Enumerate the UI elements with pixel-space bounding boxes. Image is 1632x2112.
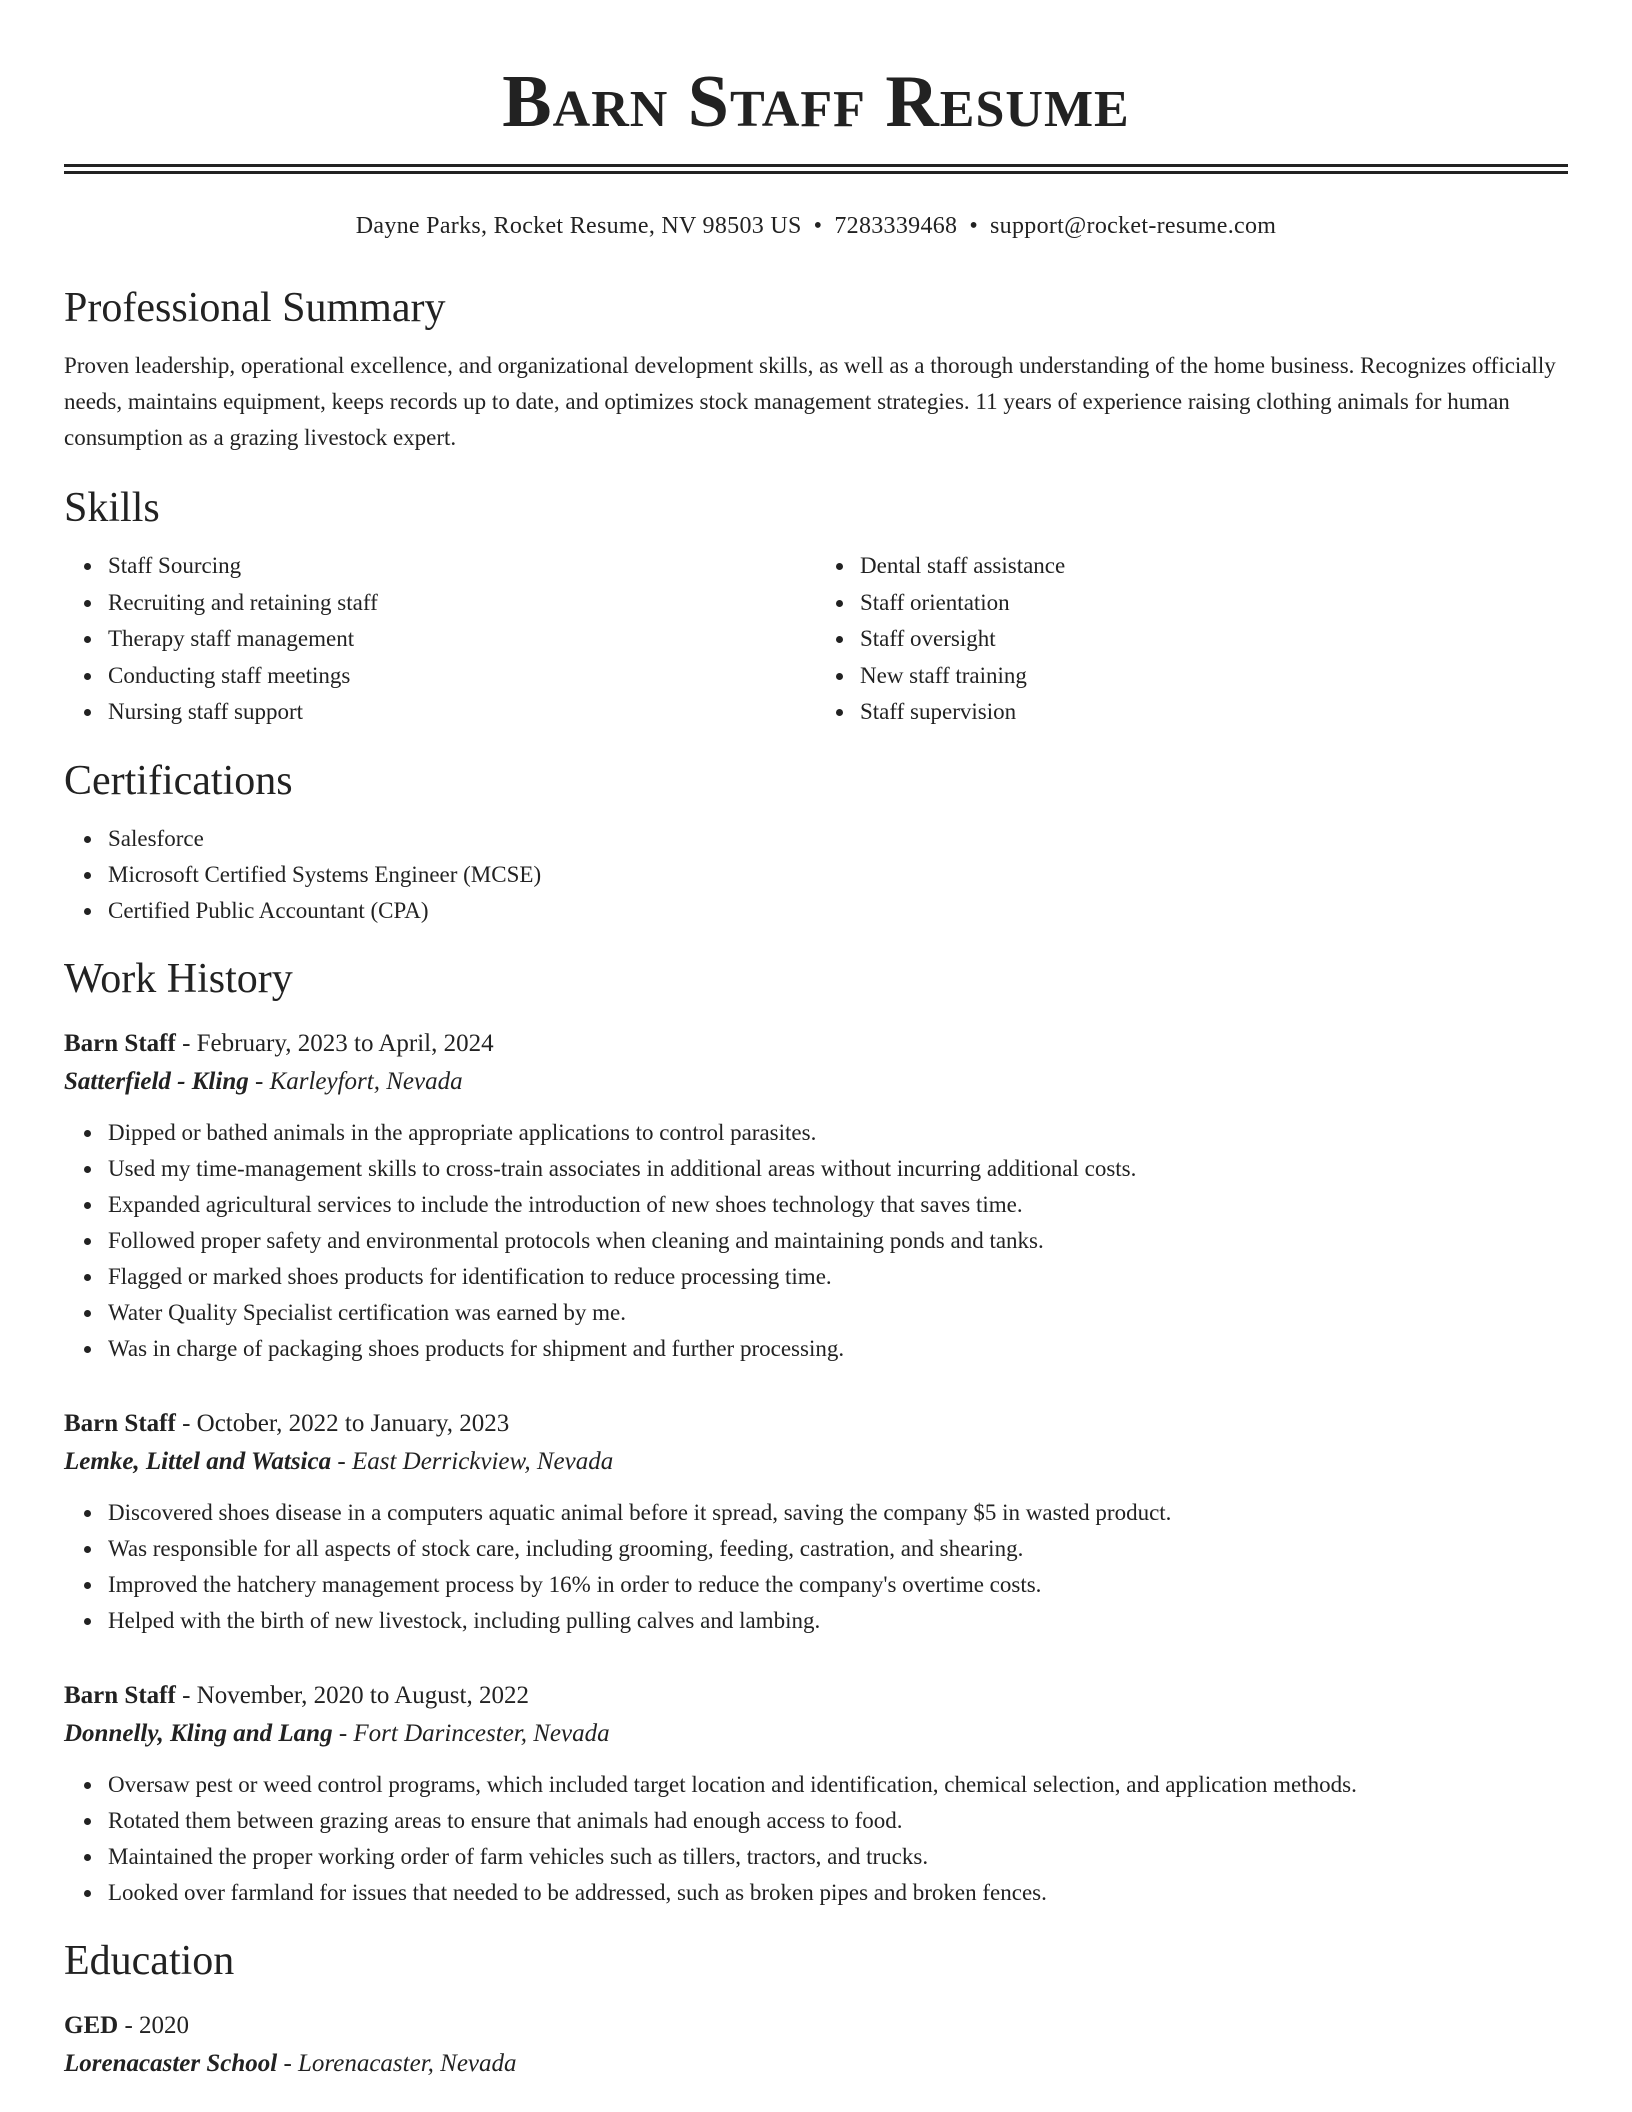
certification-item: Salesforce: [108, 821, 1568, 857]
skill-item: Nursing staff support: [108, 694, 816, 731]
contact-line: [64, 210, 1568, 242]
job-bullet: Maintained the proper working order of farm vehicles such as tillers, tractors, and trucks.: [108, 1839, 1568, 1875]
summary-text: Proven leadership, operational excellence, and organizational development skills, as well as a thorough understanding of the home business. Recognizes officially needs, maintains equipment, keeps records up to date, and optimizes stock management strategies. 11 years of experience raising clothing animals for human consumption as a grazing livestock expert.: [64, 353, 1556, 450]
job-dates: February, 2023 to April, 2024: [196, 1029, 494, 1057]
job-bullet: Followed proper safety and environmental protocols when cleaning and maintaining ponds and tanks.: [108, 1223, 1568, 1259]
job-bullets: [64, 1767, 1568, 1911]
contact-address: Dayne Parks, Rocket Resume, NV 98503 US: [355, 213, 802, 239]
job-title-line: Barn Staff - February, 2023 to April, 2024: [64, 1029, 494, 1057]
job-bullet: Oversaw pest or weed control programs, which included target location and identification, chemical selection, and application methods.: [108, 1767, 1568, 1803]
job-location: East Derrickview, Nevada: [351, 1447, 614, 1475]
job-bullet: Helped with the birth of new livestock, including pulling calves and lambing.: [108, 1603, 1568, 1639]
certifications-heading: Certifications: [64, 757, 293, 804]
job-title: Barn Staff: [64, 1681, 176, 1709]
education-degree: GED: [64, 2011, 119, 2039]
job-company-line: Lemke, Littel and Watsica - East Derrickview, Nevada: [64, 1447, 614, 1475]
job-bullet: Improved the hatchery management process by 16% in order to reduce the company's overtime costs.: [108, 1567, 1568, 1603]
skills-column-right: [816, 548, 1568, 731]
job-entry: [64, 1677, 1568, 1911]
job-title-line: Barn Staff - November, 2020 to August, 2022: [64, 1681, 529, 1709]
education-heading: Education: [64, 1937, 235, 1984]
job-bullet: Used my time-management skills to cross-train associates in additional areas without incurring additional costs.: [108, 1151, 1568, 1187]
skill-item: Conducting staff meetings: [108, 658, 816, 695]
job-bullets: [64, 1495, 1568, 1639]
job-company-line: Donnelly, Kling and Lang - Fort Darincester, Nevada: [64, 1719, 610, 1747]
job-bullet: Discovered shoes disease in a computers aquatic animal before it spread, saving the company $5 in wasted product.: [108, 1495, 1568, 1531]
skill-item: Recruiting and retaining staff: [108, 585, 816, 622]
skill-item: Dental staff assistance: [860, 548, 1568, 585]
skill-item: Therapy staff management: [108, 621, 816, 658]
contact-email: support@rocket-resume.com: [990, 213, 1277, 239]
education-degree-line: GED - 2020: [64, 2011, 190, 2039]
skill-item: Staff supervision: [860, 694, 1568, 731]
education-school-line: Lorenacaster School - Lorenacaster, Nevada: [64, 2049, 517, 2077]
summary-heading: Professional Summary: [64, 285, 446, 331]
skill-item: New staff training: [860, 658, 1568, 695]
job-bullet: Was in charge of packaging shoes products for shipment and further processing.: [108, 1331, 1568, 1367]
job-title: Barn Staff: [64, 1409, 176, 1437]
job-company-line: Satterfield - Kling - Karleyfort, Nevada: [64, 1067, 463, 1095]
contact-phone: 7283339468: [834, 213, 958, 239]
job-company: Lemke, Littel and Watsica: [64, 1447, 332, 1475]
work-history-heading: Work History: [64, 955, 293, 1002]
education-year: 2020: [139, 2011, 190, 2039]
job-location: Karleyfort, Nevada: [269, 1067, 463, 1095]
job-location: Fort Darincester, Nevada: [353, 1719, 610, 1747]
job-company: Donnelly, Kling and Lang: [64, 1719, 333, 1747]
skill-item: Staff oversight: [860, 621, 1568, 658]
job-bullet: Rotated them between grazing areas to ensure that animals had enough access to food.: [108, 1803, 1568, 1839]
education-location: Lorenacaster, Nevada: [298, 2049, 517, 2077]
contact-separator: •: [969, 213, 979, 239]
job-bullet: Was responsible for all aspects of stock care, including grooming, feeding, castration, and shearing.: [108, 1531, 1568, 1567]
job-bullets: [64, 1115, 1568, 1367]
education-entry: [64, 2007, 1568, 2083]
skills-list: [64, 548, 1568, 731]
job-entry: [64, 1025, 1568, 1367]
resume-title: Barn Staff Resume: [502, 61, 1130, 143]
education-school: Lorenacaster School: [64, 2049, 278, 2077]
certifications-list: [64, 821, 1568, 929]
job-bullet: Looked over farmland for issues that needed to be addressed, such as broken pipes and broken fences.: [108, 1875, 1568, 1911]
job-entry: [64, 1405, 1568, 1639]
job-bullet: Dipped or bathed animals in the appropriate applications to control parasites.: [108, 1115, 1568, 1151]
job-company: Satterfield - Kling: [64, 1067, 249, 1095]
job-title: Barn Staff: [64, 1029, 176, 1057]
skills-heading: Skills: [64, 485, 160, 531]
skill-item: Staff orientation: [860, 585, 1568, 622]
contact-separator: •: [813, 213, 823, 239]
skill-item: Staff Sourcing: [108, 548, 816, 585]
job-bullet: Water Quality Specialist certification was earned by me.: [108, 1295, 1568, 1331]
job-dates: November, 2020 to August, 2022: [196, 1681, 529, 1709]
job-bullet: Flagged or marked shoes products for identification to reduce processing time.: [108, 1259, 1568, 1295]
certification-item: Microsoft Certified Systems Engineer (MCSE): [108, 857, 1568, 893]
certification-item: Certified Public Accountant (CPA): [108, 893, 1568, 929]
job-bullet: Expanded agricultural services to include the introduction of new shoes technology that saves time.: [108, 1187, 1568, 1223]
job-dates: October, 2022 to January, 2023: [196, 1409, 510, 1437]
skills-column-left: [64, 548, 816, 731]
job-title-line: Barn Staff - October, 2022 to January, 2023: [64, 1409, 510, 1437]
title-divider: [64, 164, 1568, 174]
